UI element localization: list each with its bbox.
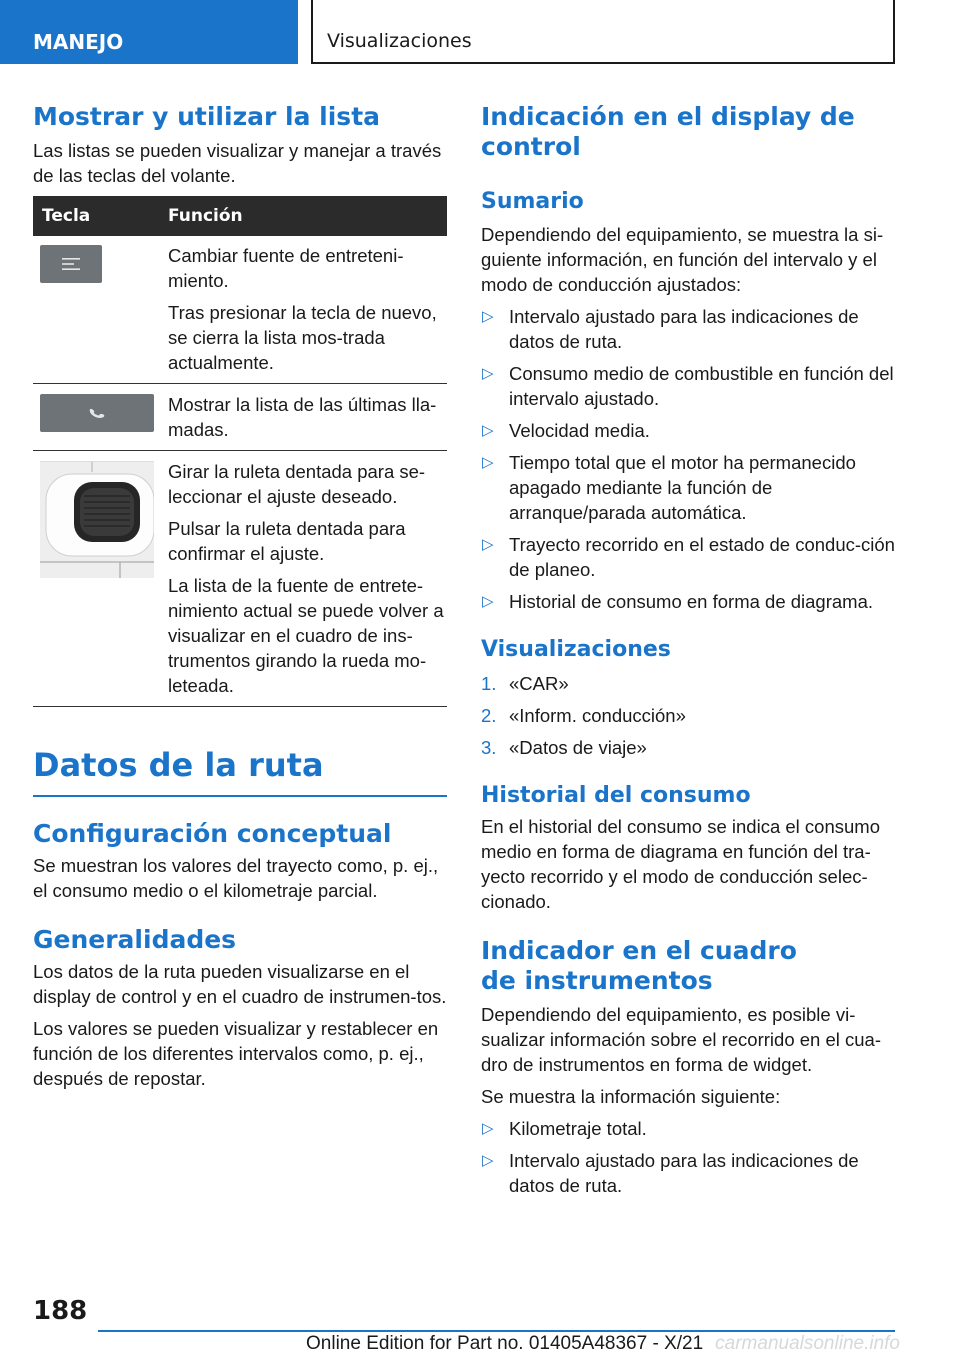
summary-list — [481, 304, 895, 614]
general-heading: Generalidades — [33, 925, 237, 954]
list-item: ▷ Trayecto recorrido en el estado de conduc-ción de planeo. — [482, 534, 895, 580]
footer-divider — [98, 1330, 895, 1332]
bullet-triangle-icon: ▷ — [482, 308, 494, 325]
general-text-1: Los datos de la ruta pueden visualizarse en el display de control y en el cuadro de instrumen-tos. — [33, 961, 447, 1007]
table-cell: La lista de la fuente de entrete-nimiento actual se puede volver a visualizar en el cuadro de ins-trumentos girando la rueda mo-leteada. — [168, 575, 444, 696]
list-item: ▷ Intervalo ajustado para las indicaciones de datos de ruta. — [482, 306, 859, 352]
concept-text: Se muestran los valores del trayecto como, p. ej., el consumo medio o el kilometraje parcial. — [33, 855, 439, 901]
table-cell: Tras presionar la tecla de nuevo, se cierra la lista mos-trada actualmente. — [168, 302, 437, 373]
summary-text: Dependiendo del equipamiento, se muestra la si-guiente información, en función del intervalo y el modo de conducción ajustados: — [481, 224, 884, 295]
summary-heading: Sumario — [481, 189, 584, 214]
bullet-triangle-icon: ▷ — [482, 454, 494, 471]
list-item: ▷ Intervalo ajustado para las indicaciones de datos de ruta. — [482, 1150, 859, 1196]
concept-heading: Configuración conceptual — [33, 819, 392, 848]
cluster-text-2: Se muestra la información siguiente: — [481, 1086, 781, 1107]
list-item: ▷ Historial de consumo en forma de diagrama. — [482, 591, 874, 612]
table-row — [33, 451, 447, 707]
bullet-triangle-icon: ▷ — [482, 365, 494, 382]
list-item: ▷ Consumo medio de combustible en función del intervalo ajustado. — [482, 363, 894, 409]
key-function-table — [33, 196, 447, 707]
bullet-triangle-icon: ▷ — [482, 422, 494, 439]
history-heading: Historial del consumo — [481, 783, 751, 808]
route-heading: Datos de la ruta — [33, 745, 447, 797]
views-heading: Visualizaciones — [481, 637, 671, 662]
page-number: 188 — [33, 1296, 88, 1326]
edition-text: Online Edition for Part no. 01405A48367 - X/21 — [306, 1333, 704, 1354]
list-item: ▷ Tiempo total que el motor ha permanecido apagado mediante la función de arranque/parada automática. — [482, 452, 856, 523]
list-item: ▷ Velocidad media. — [482, 420, 650, 441]
chapter-tab[interactable] — [311, 0, 895, 64]
table-cell: Cambiar fuente de entreteni-miento. — [168, 245, 404, 291]
section-title: MANEJO — [33, 30, 124, 54]
list-key-icon — [40, 245, 102, 283]
views-steps — [481, 671, 895, 760]
table-cell: Mostrar la lista de las últimas lla-madas. — [168, 394, 437, 440]
list-item: 2. «Inform. conducción» — [481, 705, 686, 726]
right-column — [481, 102, 895, 1198]
chapter-title: Visualizaciones — [327, 30, 472, 52]
bullet-triangle-icon: ▷ — [482, 1120, 494, 1137]
table-header — [33, 196, 447, 236]
table-cell: Pulsar la ruleta dentada para confirmar el ajuste. — [168, 518, 406, 564]
history-text: En el historial del consumo se indica el consumo medio en forma de diagrama en función del tra-yecto recorrido y el modo de conducción selec-cionado. — [481, 816, 880, 912]
list-intro: Las listas se pueden visualizar y manejar a través de las teclas del volante. — [33, 140, 442, 186]
general-text-2: Los valores se pueden visualizar y restablecer en función de los diferentes intervalos como, p. ej., después de repostar. — [33, 1018, 439, 1089]
list-item: 1. «CAR» — [481, 673, 569, 694]
table-row — [33, 384, 447, 451]
left-column — [33, 102, 447, 1091]
bullet-triangle-icon: ▷ — [482, 1152, 494, 1169]
table-row — [33, 236, 447, 384]
cluster-heading: Indicador en el cuadro de instrumentos — [481, 936, 797, 995]
bullet-triangle-icon: ▷ — [482, 536, 494, 553]
phone-key-icon — [40, 394, 154, 432]
bullet-triangle-icon: ▷ — [482, 593, 494, 610]
list-heading: Mostrar y utilizar la lista — [33, 102, 381, 131]
list-item: ▷ Kilometraje total. — [482, 1118, 647, 1139]
table-cell: Girar la ruleta dentada para se-leccionar el ajuste deseado. — [168, 461, 426, 507]
cluster-text-1: Dependiendo del equipamiento, es posible vi-sualizar información sobre el recorrido en el cua-dro de instrumentos en forma de widget. — [481, 1004, 881, 1075]
thumbwheel-icon — [40, 461, 154, 578]
cluster-list — [481, 1116, 895, 1198]
header-function: Función — [168, 206, 243, 226]
header-key: Tecla — [42, 206, 91, 226]
watermark-text: carmanualsonline.info — [715, 1333, 900, 1354]
section-tab[interactable] — [0, 0, 298, 64]
display-heading: Indicación en el display de control — [481, 102, 855, 161]
list-item: 3. «Datos de viaje» — [481, 737, 647, 758]
